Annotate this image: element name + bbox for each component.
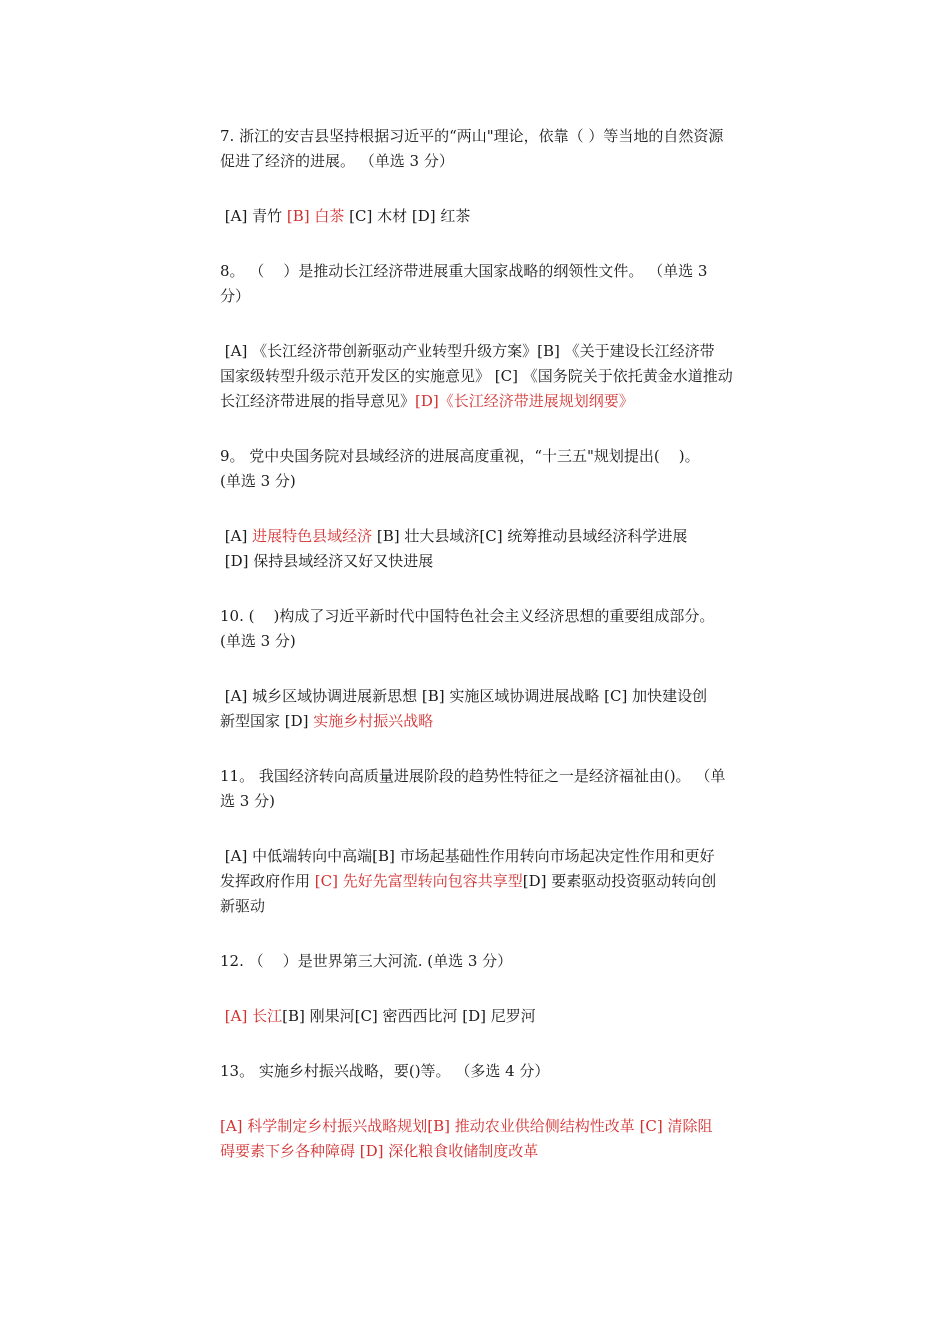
question-text-line: (单选 3 分)	[220, 472, 296, 490]
options-line	[220, 339, 802, 364]
question-stem	[220, 444, 802, 494]
option-text: [A] 《长江经济带创新驱动产业转型升级方案》[B] 《关于建设长江经济带	[220, 342, 715, 360]
question-text-line: (单选 3 分)	[220, 632, 296, 650]
question-text-line: 7. 浙江的安吉县坚持根据习近平的“两山"理论，依靠（ ）等当地的自然资源	[220, 127, 724, 145]
question-stem	[220, 1059, 802, 1084]
answer-highlight: 碍要素下乡各种障碍 [D] 深化粮食收储制度改革	[220, 1142, 539, 1160]
question-text-line: 9。 党中央国务院对县域经济的进展高度重视，“十三五"规划提出( )。	[220, 447, 700, 465]
options-line	[220, 894, 802, 919]
answer-highlight: [D]《长江经济带进展规划纲要》	[415, 392, 634, 410]
question-options	[220, 1114, 802, 1164]
question-stem	[220, 124, 802, 174]
answer-highlight: [A] 科学制定乡村振兴战略规划[B] 推动农业供给侧结构性改革 [C] 清除阻	[220, 1117, 713, 1135]
options-line	[220, 1139, 802, 1164]
answer-highlight: [A] 长江	[224, 1007, 283, 1025]
options-line	[220, 389, 802, 414]
option-text: 长江经济带进展的指导意见》	[220, 392, 416, 410]
question-stem	[220, 259, 802, 309]
options-line	[220, 549, 802, 574]
question-text-line: 8。 （ ）是推动长江经济带进展重大国家战略的纲领性文件。 （单选 3	[220, 262, 708, 280]
options-line	[220, 1114, 802, 1139]
option-text: [A] 青竹	[220, 207, 287, 225]
option-text: [D] 要素驱动投资驱动转向创	[522, 872, 717, 890]
option-text: [A]	[220, 527, 253, 545]
answer-highlight: 实施乡村振兴战略	[313, 712, 434, 730]
question-options	[220, 844, 802, 919]
question-text-line: 分）	[220, 287, 251, 305]
question-text-line: 13。 实施乡村振兴战略，要()等。 （多选 4 分）	[220, 1062, 550, 1080]
options-line	[220, 524, 802, 549]
options-line	[220, 709, 802, 734]
question-options	[220, 339, 802, 414]
question-text-line: 11。 我国经济转向高质量进展阶段的趋势性特征之一是经济福祉由()。 （单	[220, 767, 726, 785]
options-line	[220, 844, 802, 869]
option-text: [A] 中低端转向中高端[B] 市场起基础性作用转向市场起决定性作用和更好	[220, 847, 715, 865]
option-text: [C] 木材 [D] 红茶	[344, 207, 471, 225]
option-text: 国家级转型升级示范开发区的实施意见》 [C] 《国务院关于依托黄金水道推动	[220, 367, 733, 385]
option-text: [D] 保持县域经济又好又快进展	[220, 552, 434, 570]
question-text-line: 选 3 分)	[220, 792, 275, 810]
options-line	[220, 364, 802, 389]
question-stem	[220, 949, 802, 974]
question-options	[220, 1004, 802, 1029]
option-text: 新型国家 [D]	[220, 712, 314, 730]
option-text: 新驱动	[220, 897, 266, 915]
options-line	[220, 204, 802, 229]
question-options	[220, 524, 802, 574]
question-text-line: 10. ( )构成了习近平新时代中国特色社会主义经济思想的重要组成部分。	[220, 607, 715, 625]
options-line	[220, 1004, 802, 1029]
option-text: [A] 城乡区域协调进展新思想 [B] 实施区域协调进展战略 [C] 加快建设创	[220, 687, 708, 705]
option-text: [B] 壮大县域济[C] 统筹推动县域经济科学进展	[372, 527, 688, 545]
option-text: [B] 刚果河[C] 密西西比河 [D] 尼罗河	[282, 1007, 536, 1025]
answer-highlight: [B] 白茶	[286, 207, 345, 225]
answer-highlight: 进展特色县域经济	[252, 527, 373, 545]
option-text: 发挥政府作用	[220, 872, 315, 890]
answer-highlight: [C] 先好先富型转向包容共享型	[314, 872, 523, 890]
question-text-line: 12. （ ）是世界第三大河流. (单选 3 分）	[220, 952, 513, 970]
options-line	[220, 869, 802, 894]
question-text-line: 促进了经济的进展。 （单选 3 分）	[220, 152, 454, 170]
question-stem	[220, 764, 802, 814]
options-line	[220, 684, 802, 709]
question-options	[220, 204, 802, 229]
question-stem	[220, 604, 802, 654]
question-options	[220, 684, 802, 734]
